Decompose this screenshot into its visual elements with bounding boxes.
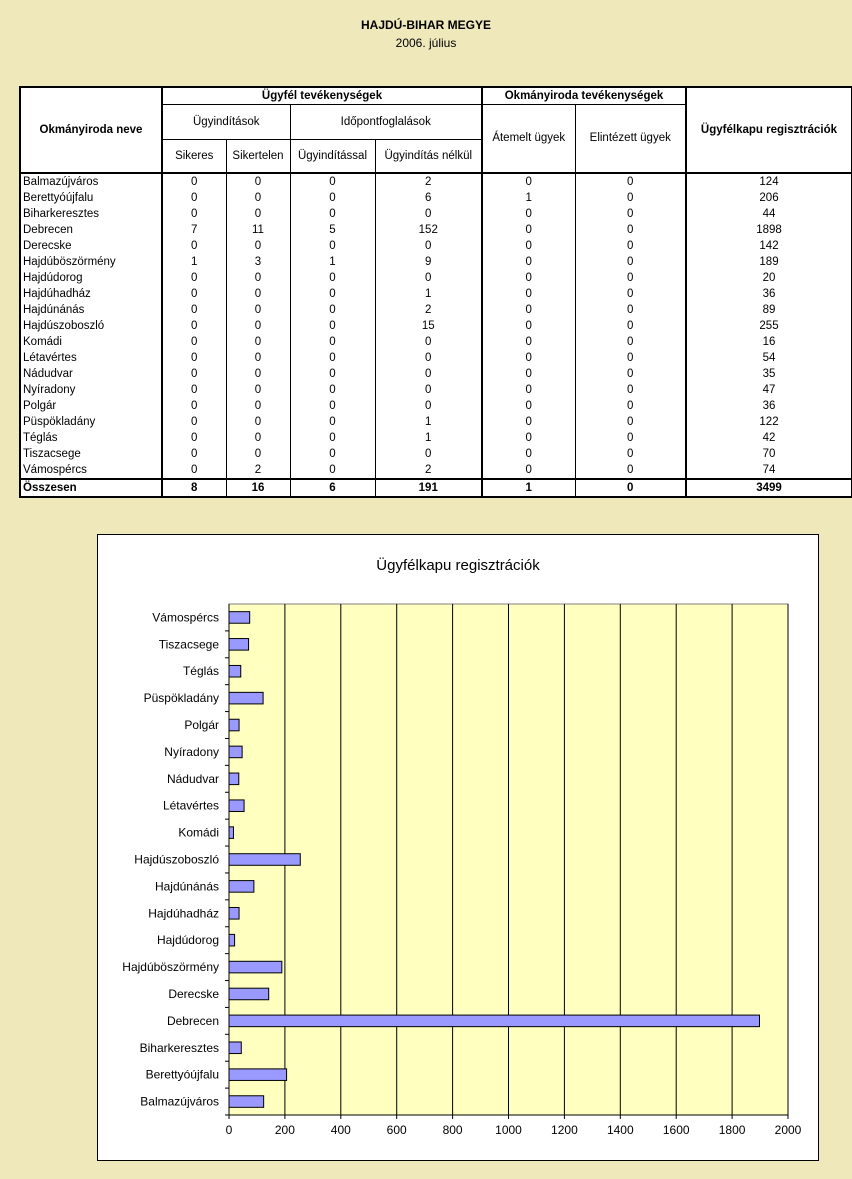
table-row: [20, 462, 852, 479]
header-office-name: Okmányiroda neve: [20, 87, 162, 173]
value-cell: 0: [162, 430, 226, 446]
value-cell: 0: [226, 430, 290, 446]
value-cell: 0: [482, 350, 575, 366]
value-cell: 1: [482, 479, 575, 497]
header-office-activities: Okmányiroda tevékenységek: [482, 87, 686, 105]
value-cell: 0: [575, 479, 686, 497]
header-without-case-start: Ügyindítás nélkül: [375, 140, 482, 174]
office-name-cell: Hajdúnánás: [20, 302, 162, 318]
header-case-starts: Ügyindítások: [162, 105, 290, 140]
y-tick-label: Téglás: [182, 664, 219, 679]
bar-Komádi: [229, 827, 233, 839]
value-cell: 0: [162, 318, 226, 334]
value-cell: 42: [686, 430, 852, 446]
table-row: [20, 270, 852, 286]
page-title: HAJDÚ-BIHAR MEGYE: [360, 18, 491, 32]
value-cell: 3: [226, 254, 290, 270]
value-cell: 35: [686, 366, 852, 382]
chart-area: [97, 534, 819, 1161]
value-cell: 0: [575, 350, 686, 366]
value-cell: 0: [482, 462, 575, 479]
office-name-cell: Hajdúdorog: [20, 270, 162, 286]
value-cell: 0: [482, 414, 575, 430]
value-cell: 0: [575, 366, 686, 382]
value-cell: 0: [290, 318, 375, 334]
value-cell: 9: [375, 254, 482, 270]
value-cell: 0: [226, 238, 290, 254]
value-cell: 0: [482, 334, 575, 350]
header-unsuccessful: Sikertelen: [226, 140, 290, 174]
value-cell: 0: [482, 398, 575, 414]
value-cell: 0: [162, 382, 226, 398]
value-cell: 0: [226, 398, 290, 414]
table-row: [20, 286, 852, 302]
value-cell: 36: [686, 286, 852, 302]
value-cell: 0: [290, 173, 375, 190]
value-cell: 0: [162, 190, 226, 206]
value-cell: 0: [482, 318, 575, 334]
value-cell: 122: [686, 414, 852, 430]
header-completed: Elintézett ügyek: [575, 105, 686, 174]
value-cell: 0: [482, 270, 575, 286]
value-cell: 0: [226, 350, 290, 366]
value-cell: 0: [575, 446, 686, 462]
value-cell: 15: [375, 318, 482, 334]
value-cell: 6: [375, 190, 482, 206]
value-cell: 74: [686, 462, 852, 479]
statistics-table: [19, 86, 852, 498]
y-tick-label: Nyíradony: [164, 744, 219, 759]
value-cell: 0: [482, 254, 575, 270]
value-cell: 0: [162, 446, 226, 462]
value-cell: 255: [686, 318, 852, 334]
x-tick-label: 400: [330, 1123, 351, 1137]
value-cell: 0: [375, 206, 482, 222]
value-cell: 0: [482, 366, 575, 382]
value-cell: 0: [290, 190, 375, 206]
table-row: [20, 366, 852, 382]
value-cell: 0: [162, 334, 226, 350]
value-cell: 0: [226, 206, 290, 222]
value-cell: 0: [162, 270, 226, 286]
office-name-cell: Hajdúböszörmény: [20, 254, 162, 270]
value-cell: 0: [575, 430, 686, 446]
value-cell: 191: [375, 479, 482, 497]
value-cell: 0: [290, 270, 375, 286]
header-successful: Sikeres: [162, 140, 226, 174]
value-cell: 0: [575, 382, 686, 398]
table-row: [20, 222, 852, 238]
value-cell: 0: [375, 350, 482, 366]
bar-Debrecen: [229, 1015, 759, 1027]
value-cell: 0: [290, 462, 375, 479]
y-tick-label: Berettyóújfalu: [145, 1067, 219, 1082]
x-tick-label: 600: [386, 1123, 407, 1137]
bar-Derecske: [229, 988, 269, 1000]
value-cell: 16: [226, 479, 290, 497]
header-appointments: Időpontfoglalások: [290, 105, 482, 140]
y-tick-label: Hajdúnánás: [154, 879, 219, 894]
value-cell: 0: [575, 190, 686, 206]
header-client-activities: Ügyfél tevékenységek: [162, 87, 482, 105]
office-name-cell: Debrecen: [20, 222, 162, 238]
value-cell: 0: [162, 398, 226, 414]
value-cell: 0: [226, 190, 290, 206]
y-tick-label: Balmazújváros: [140, 1094, 219, 1109]
value-cell: 0: [375, 334, 482, 350]
value-cell: 54: [686, 350, 852, 366]
table-row: [20, 190, 852, 206]
y-tick-label: Polgár: [184, 718, 219, 733]
office-name-cell: Létavértes: [20, 350, 162, 366]
chart-title: Ügyfélkapu regisztrációk: [376, 557, 540, 574]
value-cell: 0: [482, 302, 575, 318]
value-cell: 1898: [686, 222, 852, 238]
value-cell: 0: [375, 398, 482, 414]
office-name-cell: Püspökladány: [20, 414, 162, 430]
value-cell: 0: [482, 238, 575, 254]
value-cell: 0: [482, 173, 575, 190]
office-name-cell: Összesen: [20, 479, 162, 497]
office-name-cell: Balmazújváros: [20, 173, 162, 190]
value-cell: 0: [226, 446, 290, 462]
value-cell: 1: [290, 254, 375, 270]
value-cell: 0: [575, 206, 686, 222]
value-cell: 0: [375, 446, 482, 462]
value-cell: 0: [290, 366, 375, 382]
x-tick-label: 1400: [606, 1123, 634, 1137]
y-tick-label: Hajdúdorog: [156, 933, 219, 948]
value-cell: 0: [162, 350, 226, 366]
value-cell: 8: [162, 479, 226, 497]
value-cell: 0: [226, 173, 290, 190]
x-tick-label: 0: [225, 1123, 233, 1137]
page-subtitle: 2006. július: [395, 36, 457, 50]
value-cell: 0: [290, 206, 375, 222]
value-cell: 0: [226, 334, 290, 350]
value-cell: 124: [686, 173, 852, 190]
value-cell: 0: [290, 334, 375, 350]
office-name-cell: Polgár: [20, 398, 162, 414]
office-name-cell: Vámospércs: [20, 462, 162, 479]
value-cell: 0: [575, 414, 686, 430]
table-row: [20, 318, 852, 334]
value-cell: 0: [290, 446, 375, 462]
header-with-case-start: Ügyindítással: [290, 140, 375, 174]
value-cell: 0: [226, 286, 290, 302]
x-tick-label: 200: [274, 1123, 295, 1137]
bar-Létavértes: [229, 800, 244, 812]
office-name-cell: Nyíradony: [20, 382, 162, 398]
table-row: [20, 302, 852, 318]
value-cell: 152: [375, 222, 482, 238]
y-tick-label: Komádi: [178, 825, 219, 840]
value-cell: 0: [290, 382, 375, 398]
value-cell: 0: [575, 462, 686, 479]
table-row: [20, 254, 852, 270]
value-cell: 36: [686, 398, 852, 414]
value-cell: 142: [686, 238, 852, 254]
value-cell: 0: [290, 430, 375, 446]
x-tick-label: 1200: [551, 1123, 578, 1137]
value-cell: 5: [290, 222, 375, 238]
y-tick-label: Vámospércs: [152, 610, 219, 625]
value-cell: 0: [375, 238, 482, 254]
y-tick-label: Püspökladány: [143, 691, 219, 706]
value-cell: 0: [226, 366, 290, 382]
value-cell: 0: [575, 270, 686, 286]
y-tick-label: Nádudvar: [166, 771, 219, 786]
value-cell: 0: [226, 318, 290, 334]
bar-Berettyóújfalu: [229, 1069, 287, 1081]
value-cell: 1: [375, 430, 482, 446]
value-cell: 0: [226, 382, 290, 398]
value-cell: 0: [162, 238, 226, 254]
value-cell: 0: [162, 414, 226, 430]
value-cell: 3499: [686, 479, 852, 497]
value-cell: 16: [686, 334, 852, 350]
bar-Hajdúszoboszló: [229, 854, 300, 866]
value-cell: 189: [686, 254, 852, 270]
bar-Nyíradony: [229, 746, 242, 758]
bar-Vámospércs: [229, 612, 250, 624]
total-row: [20, 479, 852, 497]
y-tick-label: Tiszacsege: [158, 637, 219, 652]
value-cell: 0: [375, 366, 482, 382]
table-row: [20, 173, 852, 190]
x-tick-label: 1600: [662, 1123, 690, 1137]
table-row: [20, 398, 852, 414]
bar-Hajdúnánás: [229, 881, 254, 893]
table-row: [20, 350, 852, 366]
x-tick-label: 1000: [495, 1123, 522, 1137]
value-cell: 0: [162, 286, 226, 302]
value-cell: 2: [375, 173, 482, 190]
office-name-cell: Hajdúhadház: [20, 286, 162, 302]
value-cell: 0: [575, 318, 686, 334]
value-cell: 0: [575, 222, 686, 238]
value-cell: 0: [575, 254, 686, 270]
value-cell: 0: [162, 302, 226, 318]
value-cell: 0: [226, 414, 290, 430]
y-tick-label: Hajdúböszörmény: [122, 960, 219, 975]
value-cell: 0: [290, 302, 375, 318]
header-client-gate: Ügyfélkapu regisztrációk: [686, 87, 852, 173]
bar-Biharkeresztes: [229, 1042, 241, 1054]
value-cell: 0: [226, 302, 290, 318]
value-cell: 11: [226, 222, 290, 238]
office-name-cell: Tiszacsege: [20, 446, 162, 462]
y-tick-label: Létavértes: [162, 798, 219, 813]
bar-Nádudvar: [229, 773, 239, 785]
value-cell: 0: [575, 173, 686, 190]
value-cell: 0: [290, 414, 375, 430]
value-cell: 0: [575, 286, 686, 302]
value-cell: 0: [290, 350, 375, 366]
value-cell: 0: [482, 446, 575, 462]
value-cell: 0: [290, 286, 375, 302]
y-tick-label: Derecske: [168, 986, 219, 1001]
value-cell: 20: [686, 270, 852, 286]
value-cell: 0: [482, 382, 575, 398]
bar-chart: [98, 535, 818, 1160]
table-row: [20, 446, 852, 462]
bar-Hajdúböszörmény: [229, 961, 282, 973]
y-tick-label: Hajdúhadház: [148, 906, 219, 921]
value-cell: 7: [162, 222, 226, 238]
table-row: [20, 382, 852, 398]
value-cell: 0: [290, 398, 375, 414]
table-row: [20, 334, 852, 350]
office-name-cell: Téglás: [20, 430, 162, 446]
bar-Hajdúdorog: [229, 934, 235, 946]
bar-Téglás: [229, 665, 241, 677]
bar-Balmazújváros: [229, 1096, 264, 1108]
value-cell: 0: [575, 334, 686, 350]
office-name-cell: Hajdúszoboszló: [20, 318, 162, 334]
value-cell: 0: [375, 382, 482, 398]
value-cell: 0: [575, 302, 686, 318]
y-tick-label: Hajdúszoboszló: [134, 852, 219, 867]
value-cell: 1: [375, 414, 482, 430]
value-cell: 0: [575, 238, 686, 254]
value-cell: 0: [162, 366, 226, 382]
table-row: [20, 238, 852, 254]
table-row: [20, 430, 852, 446]
value-cell: 0: [226, 270, 290, 286]
value-cell: 0: [482, 430, 575, 446]
table-row: [20, 414, 852, 430]
value-cell: 0: [482, 286, 575, 302]
value-cell: 1: [375, 286, 482, 302]
value-cell: 2: [226, 462, 290, 479]
value-cell: 206: [686, 190, 852, 206]
value-cell: 0: [482, 206, 575, 222]
office-name-cell: Nádudvar: [20, 366, 162, 382]
value-cell: 6: [290, 479, 375, 497]
value-cell: 0: [375, 270, 482, 286]
y-tick-label: Biharkeresztes: [139, 1040, 219, 1055]
office-name-cell: Derecske: [20, 238, 162, 254]
office-name-cell: Komádi: [20, 334, 162, 350]
x-tick-label: 1800: [718, 1123, 746, 1137]
office-name-cell: Biharkeresztes: [20, 206, 162, 222]
value-cell: 0: [162, 173, 226, 190]
value-cell: 89: [686, 302, 852, 318]
value-cell: 2: [375, 462, 482, 479]
value-cell: 0: [162, 462, 226, 479]
value-cell: 1: [482, 190, 575, 206]
table-row: [20, 206, 852, 222]
header-transferred: Átemelt ügyek: [482, 105, 575, 174]
x-tick-label: 2000: [774, 1123, 802, 1137]
y-tick-label: Debrecen: [166, 1013, 219, 1028]
value-cell: 2: [375, 302, 482, 318]
value-cell: 44: [686, 206, 852, 222]
bar-Hajdúhadház: [229, 908, 239, 920]
office-name-cell: Berettyóújfalu: [20, 190, 162, 206]
bar-Tiszacsege: [229, 639, 249, 651]
value-cell: 0: [290, 238, 375, 254]
x-tick-label: 800: [442, 1123, 463, 1137]
value-cell: 0: [162, 206, 226, 222]
bar-Polgár: [229, 719, 239, 731]
value-cell: 0: [575, 398, 686, 414]
value-cell: 47: [686, 382, 852, 398]
bar-Püspökladány: [229, 692, 263, 704]
value-cell: 0: [482, 222, 575, 238]
value-cell: 70: [686, 446, 852, 462]
value-cell: 1: [162, 254, 226, 270]
